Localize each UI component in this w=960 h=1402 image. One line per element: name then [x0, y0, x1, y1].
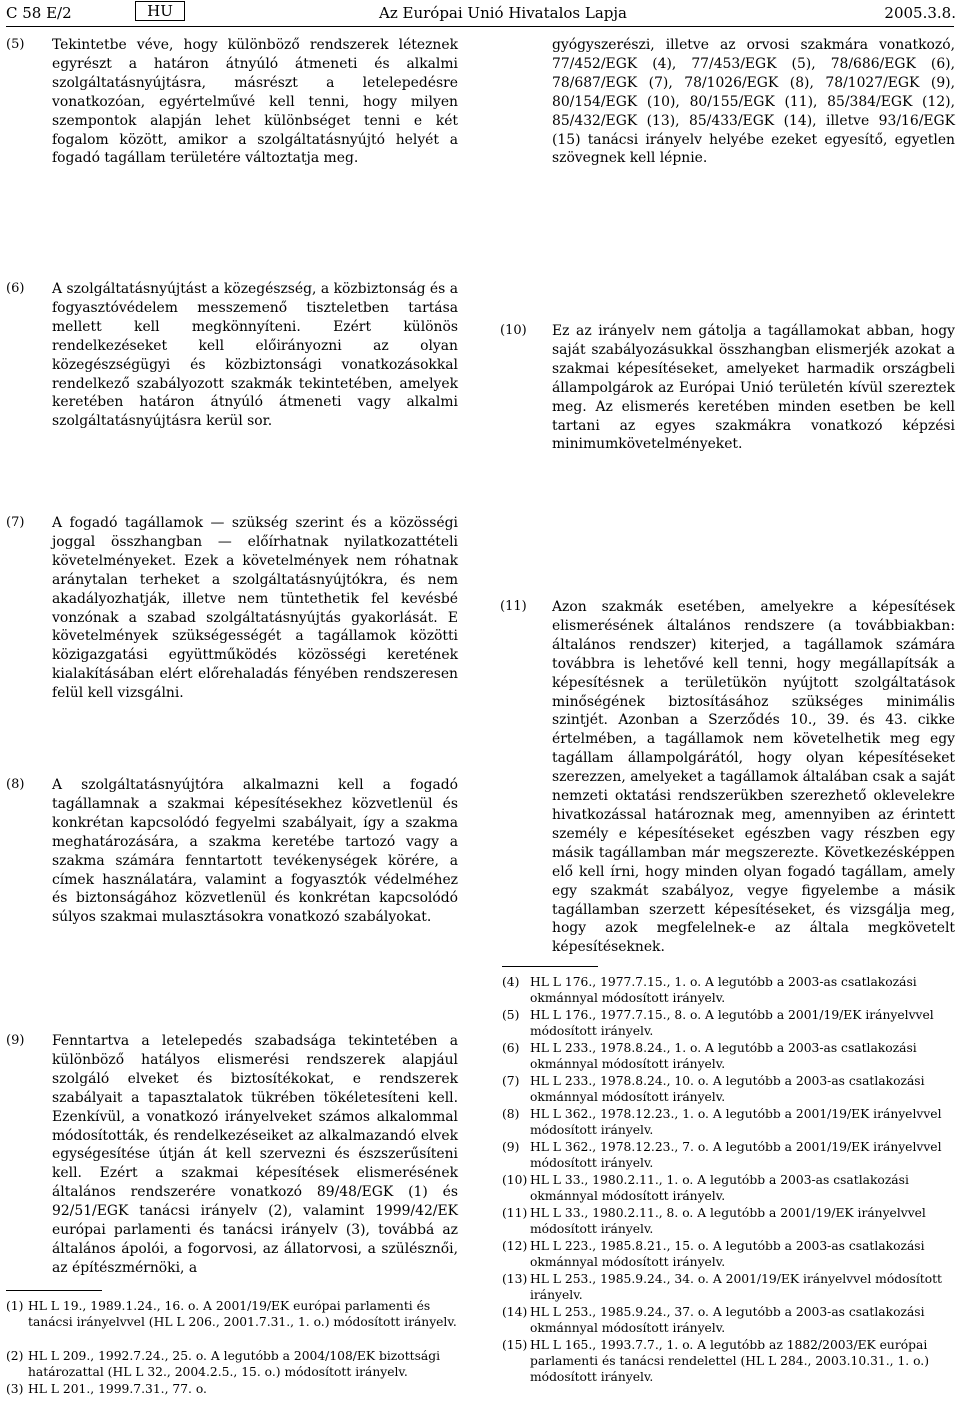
recital-9 [6, 1032, 458, 1278]
recital-5 [6, 36, 458, 168]
journal-title: Az Európai Unió Hivatalos Lapja [379, 4, 627, 22]
footnote-text: HL L 165., 1993.7.7., 1. o. A legutóbb az 1882/2003/EK európai parlamenti és tanácsi rendelettel (HL L 284., 2003.10.31., 1. o.) módosított irányelv. [530, 1338, 930, 1384]
recital-text: Fenntartva a letelepedés szabadsága tekintetében a különböző hatályos elismerési rendszerek alapjául szolgáló elveket és biztosítékokat, e rendszerek szabályait a tapasztalatok tükrében tökéletesíteni kell. Ezenkívül, a vonatkozó irányelveket számos alkalommal módosították, és rendelkezéseiket az alkalmazandó elvek egységesítése útján át kell szervezni és észszerűsíteni kell. Ezért a szakmai képesítések elismerésének általános rendszerére vonatkozó 89/48/EGK (1) és 92/51/EGK tanácsi irányelv (2), valamint 1999/42/EK európai parlamenti és tanácsi irányelv (3), továbbá az általános ápolói, a fogorvosi, az állatorvosi, a szülésznői, az építészmérnöki, a [52, 1033, 458, 1276]
footnote-text: HL L 253., 1985.9.24., 34. o. A 2001/19/EK irányelvvel módosított irányelv. [530, 1272, 942, 1302]
recital-text: gyógyszerészi, illetve az orvosi szakmára vonatkozó, 77/452/EGK (4), 77/453/EGK (5), 78/686/EGK (6), 78/687/EGK (7), 78/1026/EGK (8), 78/1027/EGK (9), 80/154/EGK (10), 80/155/EGK (11), 85/384/EGK (12), 85/432/EGK (13), 85/433/EGK (14), illetve 93/16/EGK (15) tanácsi irányelv helyébe ezeket egyesítő, egyetlen szövegnek kell lépnie. [552, 37, 955, 167]
footnote-9 [502, 1139, 955, 1171]
recital-number: (10) [500, 323, 527, 338]
recital-10 [500, 322, 955, 454]
page-header [6, 3, 956, 27]
footnote-text: HL L 362., 1978.12.23., 1. o. A legutóbb a 2001/19/EK irányelvvel módosított irányelv. [530, 1107, 942, 1137]
footnote-5 [502, 1007, 955, 1039]
footnote-number: (1) [6, 1299, 24, 1313]
recital-11 [500, 598, 955, 957]
recital-number: (6) [6, 281, 25, 296]
footnote-text: HL L 362., 1978.12.23., 7. o. A legutóbb a 2001/19/EK irányelvvel módosított irányelv. [530, 1140, 942, 1170]
footnote-text: HL L 176., 1977.7.15., 1. o. A legutóbb a 2003-as csatlakozási okmánnyal módosított irányelv. [530, 975, 917, 1005]
recital-continuation [500, 36, 955, 168]
footnote-text: HL L 233., 1978.8.24., 10. o. A legutóbb a 2003-as csatlakozási okmánnyal módosított irányelv. [530, 1074, 925, 1104]
footnote-10 [502, 1172, 955, 1204]
footnote-text: HL L 233., 1978.8.24., 1. o. A legutóbb a 2003-as csatlakozási okmánnyal módosított irányelv. [530, 1041, 917, 1071]
footnote-number: (12) [502, 1239, 528, 1253]
recital-number: (11) [500, 599, 527, 614]
footnote-14 [502, 1304, 955, 1336]
footnote-12 [502, 1238, 955, 1270]
footnote-number: (2) [6, 1349, 24, 1363]
page-number: C 58 E/2 [6, 4, 72, 22]
recital-text: Tekintetbe véve, hogy különböző rendszerek léteznek egyrészt a határon átnyúló átmeneti és alkalmi szolgáltatásnyújtásra, másrészt a letelepedésre vonatkozóan, egyértelművé kell tenni, hogy milyen szempontok alapján lehet különbséget tenni e két fogalom között, amikor a szolgáltatásnyújtó helyét a fogadó tagállam területére változtatja meg. [52, 37, 458, 167]
footnote-13 [502, 1271, 955, 1303]
recital-text: Ez az irányelv nem gátolja a tagállamokat abban, hogy saját szabályozásukkal összhangban elismerjék azokat a szakmai képesítéseket, amelyeket harmadik országbeli állampolgárok az Európai Unió területén kívül szereztek meg. Az elismerés keretében minden esetben be kell tartani az egyes szakmákra vonatkozó képzési minimumkövetelményeket. [552, 323, 955, 453]
footnote-number: (7) [502, 1074, 520, 1088]
footnote-text: HL L 223., 1985.8.21., 15. o. A legutóbb a 2003-as csatlakozási okmánnyal módosított irányelv. [530, 1239, 925, 1269]
footnote-3 [6, 1381, 458, 1397]
recital-text: A szolgáltatásnyújtást a közegészség, a közbiztonság és a fogyasztóvédelem messzemenő tiszteletben tartása mellett kell megkönnyíteni. Ezért különös rendelkezéseket kell előirányozni az olyan közegészségügyi és közbiztonsági vonatkozásokkal rendelkező szabályozott szakmák tekintetében, amelyek keretében határon átnyúló átmeneti vagy alkalmi szolgáltatásnyújtásra kerül sor. [52, 281, 458, 430]
recital-8 [6, 776, 458, 927]
language-box: HU [135, 1, 185, 21]
recital-number: (9) [6, 1033, 25, 1048]
publication-date: 2005.3.8. [884, 4, 956, 22]
footnote-number: (13) [502, 1272, 528, 1286]
footnote-7 [502, 1073, 955, 1105]
footnote-6 [502, 1040, 955, 1072]
footnote-text: HL L 19., 1989.1.24., 16. o. A 2001/19/EK európai parlamenti és tanácsi irányelvvel (HL L 206., 2001.7.31., 1. o.) módosított irányelv. [28, 1299, 457, 1329]
footnote-number: (11) [502, 1206, 528, 1220]
footnote-number: (10) [502, 1173, 528, 1187]
footnote-text: HL L 209., 1992.7.24., 25. o. A legutóbb a 2004/108/EK bizottsági határozattal (HL L 32., 2004.2.5., 15. o.) módosított irányelv. [28, 1349, 441, 1379]
footnote-number: (8) [502, 1107, 520, 1121]
footnote-8 [502, 1106, 955, 1138]
footnote-rule [502, 966, 598, 967]
footnote-4 [502, 974, 955, 1006]
footnote-text: HL L 176., 1977.7.15., 8. o. A legutóbb a 2001/19/EK irányelvvel módosított irányelv. [530, 1008, 934, 1038]
recital-text: Azon szakmák esetében, amelyekre a képesítések elismerésének általános rendszere (a továbbiakban: általános rendszer) kiterjed, a tagállamok számára továbbra is lehetővé kell tenni, hogy megállapítsák a képesítésnek a területükön nyújtott szolgáltatások minőségének biztosításához szükséges minimális szintjét. Azonban a Szerződés 10., 39. és 43. cikke értelmében, a tagállamok nem követelhetik meg egy tagállam állampolgárától, hogy olyan képesítéseket szerezzen, amelyeket a tagállamok általában csak a saját nemzeti oktatási rendszerükben szerezhető oklevelekre hivatkozással határoznak meg, amennyiben az érintett személy e képesítéseket egészben vagy részben egy másik tagállamban már megszerezte. Következésképpen elő kell írni, hogy minden olyan fogadó tagállam, amely egy szakmát szabályoz, vegye figyelembe a másik tagállamban szerzett képesítéseket, és vizsgálja meg, hogy azok megfelelnek-e az általa megkövetelt képesítéseknek. [552, 599, 955, 956]
footnote-11 [502, 1205, 955, 1237]
footnote-number: (4) [502, 975, 520, 989]
footnote-text: HL L 33., 1980.2.11., 8. o. A legutóbb a 2001/19/EK irányelvvel módosított irányelv. [530, 1206, 926, 1236]
footnote-number: (9) [502, 1140, 520, 1154]
footnote-number: (6) [502, 1041, 520, 1055]
footnote-text: HL L 33., 1980.2.11., 1. o. A legutóbb a 2003-as csatlakozási okmánnyal módosított irányelv. [530, 1173, 909, 1203]
footnote-number: (5) [502, 1008, 520, 1022]
footnote-1 [6, 1298, 458, 1330]
recital-number: (8) [6, 777, 25, 792]
footnote-15 [502, 1337, 955, 1385]
footnote-text: HL L 253., 1985.9.24., 37. o. A legutóbb a 2003-as csatlakozási okmánnyal módosított irányelv. [530, 1305, 925, 1335]
recital-7 [6, 514, 458, 703]
recital-text: A szolgáltatásnyújtóra alkalmazni kell a fogadó tagállamnak a szakmai képesítésekhez közvetlenül és konkrétan kapcsolódó fegyelmi szabályait, így a szakma meghatározására, a szakma keretébe tartozó vagy a szakma számára fenntartott tevékenységek körére, a címek használatára, valamint a fogyasztók védelméhez és biztonságához közvetlenül és konkrétan kapcsolódó súlyos szakmai mulasztásokra vonatkozó szabályokat. [52, 777, 458, 926]
footnote-text: HL L 201., 1999.7.31., 77. o. [28, 1382, 207, 1396]
recital-6 [6, 280, 458, 431]
recital-number: (7) [6, 515, 25, 530]
recital-text: A fogadó tagállamok — szükség szerint és a közösségi joggal összhangban — előírhatnak nyilatkozattételi követelményeket. Ezek a követelmények nem róhatnak aránytalan terheket a szolgáltatásnyújtókra, és nem akadályozhatják, illetve nem tüntethetik fel kevésbé vonzónak a szabad szolgáltatásnyújtás gyakorlását. E követelmények szükségességét a tagállamok közötti közigazgatási együttműködés közösségi keretének kialakításában elért előrehaladás fényében rendszeresen felül kell vizsgálni. [52, 515, 458, 702]
footnote-number: (15) [502, 1338, 528, 1352]
footnote-number: (3) [6, 1382, 24, 1396]
recital-number: (5) [6, 37, 25, 52]
header-rule [6, 26, 954, 27]
footnote-number: (14) [502, 1305, 528, 1319]
footnote-rule [6, 1290, 102, 1291]
footnote-2 [6, 1348, 458, 1380]
